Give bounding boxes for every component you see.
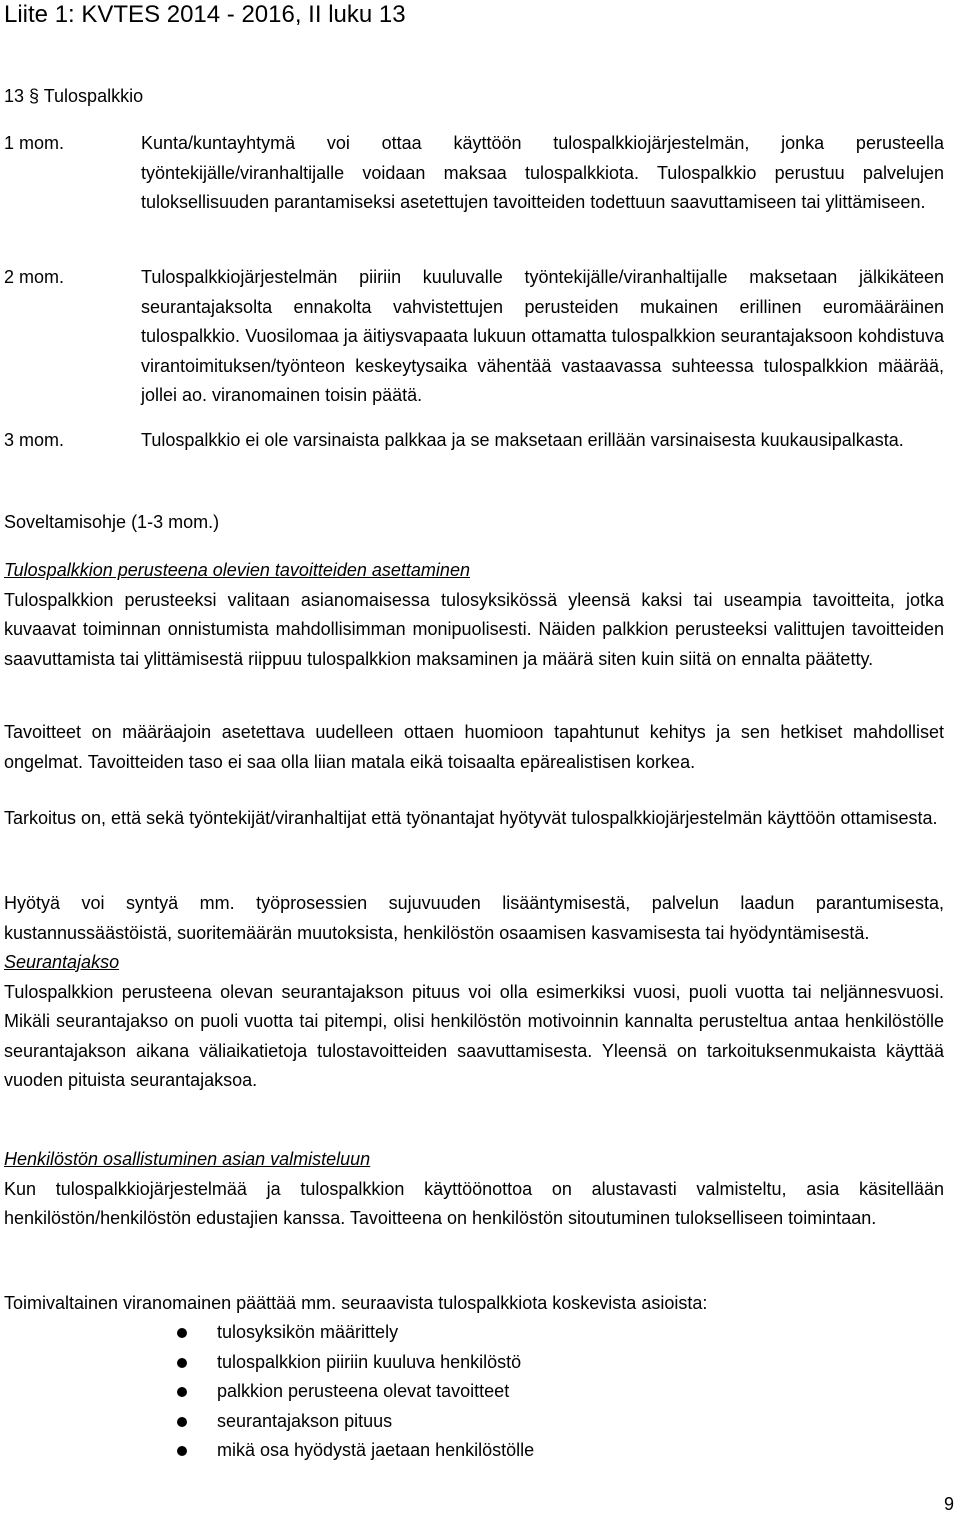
list-item (0, 1377, 534, 1407)
authority-decision-list (0, 1318, 534, 1466)
moment-2-text: Tulospalkkiojärjestelmän piiriin kuuluvalle työntekijälle/viranhaltijalle maksetaan jälkikäteen seurantajaksolta ennakolta vahvistettujen perusteiden mukainen erillinen euromääräinen tulospalkkio. Vuosilomaa ja äitiysvapaata lukuun ottamatta tulospalkkion seurantajaksoon kohdistuva virantoimituksen/työnteon keskeytysaika vähentää vastaavassa suhteessa tulospalkkion määrää, jollei ao. viranomainen toisin päätä. (141, 267, 944, 405)
moment-3-text: Tulospalkkio ei ole varsinaista palkkaa ja se maksetaan erillään varsinaisesta kuukausipalkasta. (141, 430, 904, 450)
paragraph-period: Tulospalkkion perusteena olevan seurantajakson pituus voi olla esimerkiksi vuosi, puoli vuotta tai neljännesvuosi. Mikäli seurantajakso on puoli vuotta tai pitempi, olisi henkilöstön motivoinnin kannalta perusteltua antaa henkilöstölle seurantajakson aikana väliaikatietoja tulostavoitteiden saavuttamisesta. Yleensä on tarkoituksenmukaista käyttää vuoden pituista seurantajaksoa. (4, 981, 944, 1090)
paragraph-benefits: Hyötyä voi syntyä mm. työprosessien sujuvuuden lisääntymisestä, palvelun laadun parantumisesta, kustannussäästöistä, suoritemäärän muutoksista, henkilöstön osaamisen kasvamisesta tai hyödyntämisestä. (4, 893, 944, 943)
guidance-section-2 (4, 889, 944, 1096)
paragraph-purpose: Tarkoitus on, että sekä työntekijät/viranhaltijat että työnantajat hyötyvät tulospalkkiojärjestelmän käyttöön ottamisesta. (4, 808, 938, 828)
moment-2 (4, 263, 944, 411)
bullet-icon (177, 1358, 187, 1368)
list-item-text: palkkion perusteena olevat tavoitteet (217, 1381, 510, 1401)
list-item (0, 1436, 534, 1466)
guidance-section-3 (4, 1145, 944, 1234)
bullet-icon (177, 1446, 187, 1456)
subheading-participation: Henkilöstön osallistuminen asian valmisteluun (4, 1149, 371, 1169)
subheading-goals: Tulospalkkion perusteena olevien tavoitteiden asettaminen (4, 560, 470, 580)
bullet-icon (177, 1328, 187, 1338)
paragraph-targets: Tavoitteet on määräajoin asetettava uudelleen ottaen huomioon tapahtunut kehitys ja sen hetkiset mahdolliset ongelmat. Tavoitteiden taso ei saa olla liian matala eikä toisaalta epärealistisen korkea. (4, 722, 944, 772)
list-item-text: mikä osa hyödystä jaetaan henkilöstölle (217, 1440, 535, 1460)
subheading-period: Seurantajakso (4, 952, 120, 972)
list-item-text: tulosyksikön määrittely (217, 1322, 399, 1342)
moment-1-text: Kunta/kuntayhtymä voi ottaa käyttöön tulospalkkiojärjestelmän, jonka perusteella työntekijälle/viranhaltijalle voidaan maksaa tulospalkkiota. Tulospalkkio perustuu palvelujen tuloksellisuuden parantamiseksi asetettujen tavoitteiden todettuun saavuttamiseen tai ylittämiseen. (141, 133, 944, 212)
moment-2-label: 2 mom. (4, 267, 65, 287)
list-item (0, 1348, 534, 1378)
moment-3-label: 3 mom. (4, 430, 65, 450)
moment-3 (4, 426, 944, 456)
paragraph-authority: Toimivaltainen viranomainen päättää mm. seuraavista tulospalkkiota koskevista asioista: (4, 1293, 708, 1313)
section-heading: 13 § Tulospalkkio (4, 86, 144, 106)
moment-1-label: 1 mom. (4, 133, 65, 153)
list-item-text: tulospalkkion piiriin kuuluva henkilöstö (217, 1351, 522, 1372)
moment-1 (4, 129, 944, 218)
paragraph-participation: Kun tulospalkkiojärjestelmää ja tulospalkkion käyttöönottoa on alustavasti valmisteltu, asia käsitellään henkilöstön/henkilöstön edustajien kanssa. Tavoitteena on henkilöstön sitoutuminen tulokselliseen toimintaan. (4, 1178, 944, 1228)
paragraph-goals: Tulospalkkion perusteeksi valitaan asianomaisessa tulosyksikössä yleensä kaksi tai useampia tavoitteita, jotka kuvaavat toiminnan onnistumista mahdollisimman monipuolisesti. Näiden palkkion perusteeksi valittujen tavoitteiden saavuttamista tai ylittämisestä riippuu tulospalkkion maksaminen ja määrä siten kuin siitä on ennalta päätetty. (4, 589, 944, 669)
bullet-icon (177, 1417, 187, 1427)
page-number: 9 (943, 1494, 954, 1514)
guidance-section-1 (4, 556, 944, 674)
list-item (0, 1407, 534, 1437)
document-title: Liite 1: KVTES 2014 - 2016, II luku 13 (4, 1, 406, 28)
bullet-icon (177, 1387, 187, 1397)
list-item (0, 1318, 534, 1348)
guidance-title: Soveltamisohje (1-3 mom.) (4, 512, 220, 532)
list-item-text: seurantajakson pituus (217, 1410, 393, 1431)
